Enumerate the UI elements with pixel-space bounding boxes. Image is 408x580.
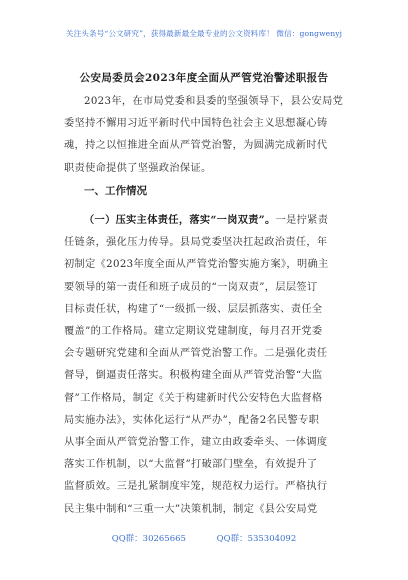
main-line: 初制定《2023年度全面从严管党治警实施方案》，明确主	[64, 259, 329, 271]
main-line: 监督质效。三是扎紧制度牢笼，规范权力运行。严格执行	[64, 481, 328, 493]
main-line: 任链条，强化压力传导。县局党委坚决扛起政治责任，年	[64, 237, 328, 249]
intro-line: 魂，持之以恒推进全面从严管党治警，为圆满完成新时代	[64, 140, 328, 152]
main-line: 目标责任状，构建了“一级抓一级、层层抓落实、责任全	[64, 303, 323, 315]
main-line: 一是拧紧责	[275, 215, 329, 226]
main-first-line	[64, 209, 348, 232]
footer-contact	[0, 532, 408, 544]
intro-line: 2023年，在市局党委和县委的坚强领导下，县公安局党	[84, 96, 344, 107]
main-line: 要领导的第一责任和班子成员的“一岗双责”，层层签订	[64, 281, 318, 293]
main-line: 局实施办法》，实体化运行“从严办”，配备2名民警专职	[64, 414, 320, 426]
intro-line: 职责使命提供了坚强政治保证。	[64, 162, 212, 174]
intro-line: 委坚持不懈用习近平新时代中国特色社会主义思想凝心铸	[64, 118, 328, 130]
subsection-heading: （一）压实主体责任，落实“一岗双责”。	[84, 214, 276, 226]
main-line: 落实工作机制，以“大监督”打破部门壁垒，有效提升了	[64, 459, 318, 471]
qq-group-2: QQ群：535304092	[216, 534, 297, 544]
main-line: 督导，倒逼责任落实。积极构建全面从严管党治警“大监	[64, 370, 323, 382]
document-title: 公安局委员会2023年度全面从严管党治警述职报告	[79, 72, 329, 84]
section-heading: 一、工作情况	[84, 185, 147, 197]
main-line: 覆盖”的工作格局。建立定期议党建制度，每月召开党委	[64, 326, 323, 338]
main-line: 民主集中制和“三重一大”决策机制，制定《县公安局党	[64, 503, 318, 515]
qq-group-1: QQ群：30265665	[111, 534, 186, 544]
promo-banner: 关注头条号“公文研究”，获得最新最全最专业的公文资料库！ 微信：gongwenyj	[65, 29, 343, 38]
intro-paragraph	[64, 91, 348, 180]
main-line: 从事全面从严管党治警工作，建立由政委牵头、一体调度	[64, 437, 328, 449]
main-line: 督”工作格局，制定《关于构建新时代公安特色大监督格	[64, 392, 323, 404]
main-paragraph	[64, 209, 348, 521]
main-line: 会专题研究党建和全面从严管党治警工作。二是强化责任	[64, 348, 328, 360]
